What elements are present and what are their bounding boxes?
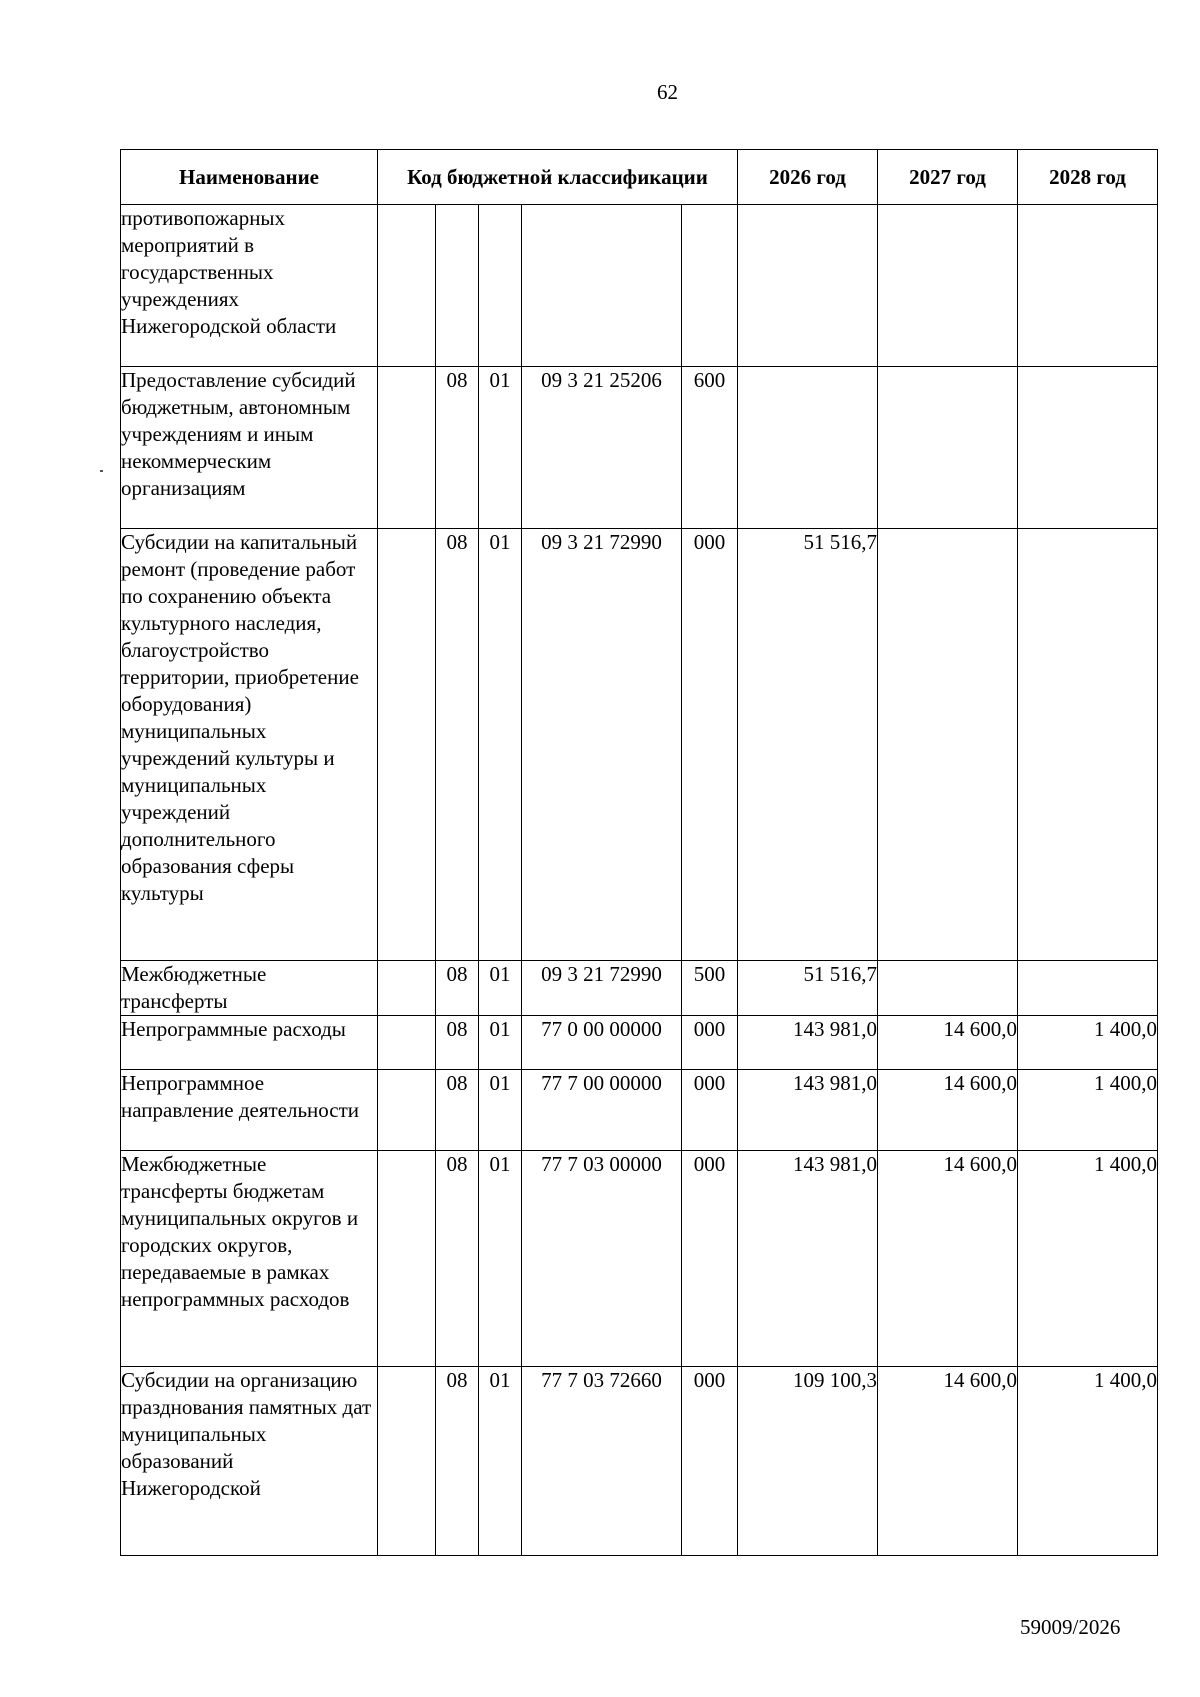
scan-speck [100,470,103,472]
row-2027 [878,529,1018,961]
table-row [121,961,1158,1016]
row-2026: 51 516,7 [738,529,878,961]
row-target: 77 7 03 00000 [522,1151,682,1367]
budget-table [120,149,1158,1556]
row-name: Межбюджетные трансферты бюджетам муниципальных округов и городских округов, передаваемые в рамках непрограммных расходов [121,1151,378,1367]
row-subsection: 01 [479,1070,522,1151]
row-2026: 143 981,0 [738,1070,878,1151]
row-section: 08 [436,1367,479,1556]
row-type: 000 [682,1367,738,1556]
row-2026: 143 981,0 [738,1016,878,1070]
header-budget-code: Код бюджетной классификации [378,150,738,205]
row-subsection: 01 [479,367,522,529]
row-target: 77 7 03 72660 [522,1367,682,1556]
empty-code-cell [378,1070,436,1151]
table-row [121,367,1158,529]
table-row [121,1151,1158,1367]
row-type: 000 [682,529,738,961]
row-type: 000 [682,1151,738,1367]
table-row [121,205,1158,367]
empty-code-cell [378,1367,436,1556]
row-2026: 143 981,0 [738,1151,878,1367]
row-2027: 14 600,0 [878,1151,1018,1367]
row-2026 [738,205,878,367]
table-row [121,1016,1158,1070]
row-2027: 14 600,0 [878,1016,1018,1070]
row-2026 [738,367,878,529]
row-name: Межбюджетные трансферты [121,961,378,1016]
row-2026: 109 100,3 [738,1367,878,1556]
row-2028 [1018,367,1158,529]
document-code: 59009/2026 [1020,1615,1121,1639]
row-section: 08 [436,1151,479,1367]
row-section [436,205,479,367]
row-2026: 51 516,7 [738,961,878,1016]
row-2027: 14 600,0 [878,1367,1018,1556]
row-name: Субсидии на организацию празднования памятных дат муниципальных образований Нижегородской [121,1367,378,1556]
row-2027 [878,205,1018,367]
row-subsection: 01 [479,1367,522,1556]
empty-code-cell [378,961,436,1016]
table-header-row [121,150,1158,205]
empty-code-cell [378,1151,436,1367]
row-target: 09 3 21 72990 [522,529,682,961]
empty-code-cell [378,367,436,529]
row-2028: 1 400,0 [1018,1016,1158,1070]
row-target [522,205,682,367]
row-subsection: 01 [479,1151,522,1367]
table-row [121,1070,1158,1151]
row-2027 [878,961,1018,1016]
header-2026: 2026 год [738,150,878,205]
row-name: противопожарных мероприятий в государственных учреждениях Нижегородской области [121,205,378,367]
row-2028: 1 400,0 [1018,1070,1158,1151]
header-2027: 2027 год [878,150,1018,205]
row-section: 08 [436,367,479,529]
row-section: 08 [436,961,479,1016]
row-subsection: 01 [479,961,522,1016]
empty-code-cell [378,1016,436,1070]
empty-code-cell [378,205,436,367]
row-section: 08 [436,1070,479,1151]
row-subsection [479,205,522,367]
empty-code-cell [378,529,436,961]
row-type [682,205,738,367]
row-2028 [1018,961,1158,1016]
row-name: Субсидии на капитальный ремонт (проведение работ по сохранению объекта культурного наследия, благоустройство территории, приобретение оборудования) муниципальных учреждений культуры и муниципальных учреждений дополнительного образования сферы культуры [121,529,378,961]
row-subsection: 01 [479,1016,522,1070]
page-number: 62 [657,80,678,104]
row-name: Непрограммные расходы [121,1016,378,1070]
row-target: 77 7 00 00000 [522,1070,682,1151]
row-target: 09 3 21 72990 [522,961,682,1016]
table-row [121,529,1158,961]
row-2027: 14 600,0 [878,1070,1018,1151]
row-type: 500 [682,961,738,1016]
row-name: Предоставление субсидий бюджетным, автономным учреждениям и иным некоммерческим организациям [121,367,378,529]
row-section: 08 [436,1016,479,1070]
row-2027 [878,367,1018,529]
row-2028 [1018,205,1158,367]
row-section: 08 [436,529,479,961]
row-target: 09 3 21 25206 [522,367,682,529]
table-row [121,1367,1158,1556]
row-type: 000 [682,1016,738,1070]
row-name: Непрограммное направление деятельности [121,1070,378,1151]
header-2028: 2028 год [1018,150,1158,205]
row-type: 600 [682,367,738,529]
row-2028: 1 400,0 [1018,1367,1158,1556]
row-target: 77 0 00 00000 [522,1016,682,1070]
row-2028: 1 400,0 [1018,1151,1158,1367]
row-2028 [1018,529,1158,961]
header-name: Наименование [121,150,378,205]
row-type: 000 [682,1070,738,1151]
row-subsection: 01 [479,529,522,961]
